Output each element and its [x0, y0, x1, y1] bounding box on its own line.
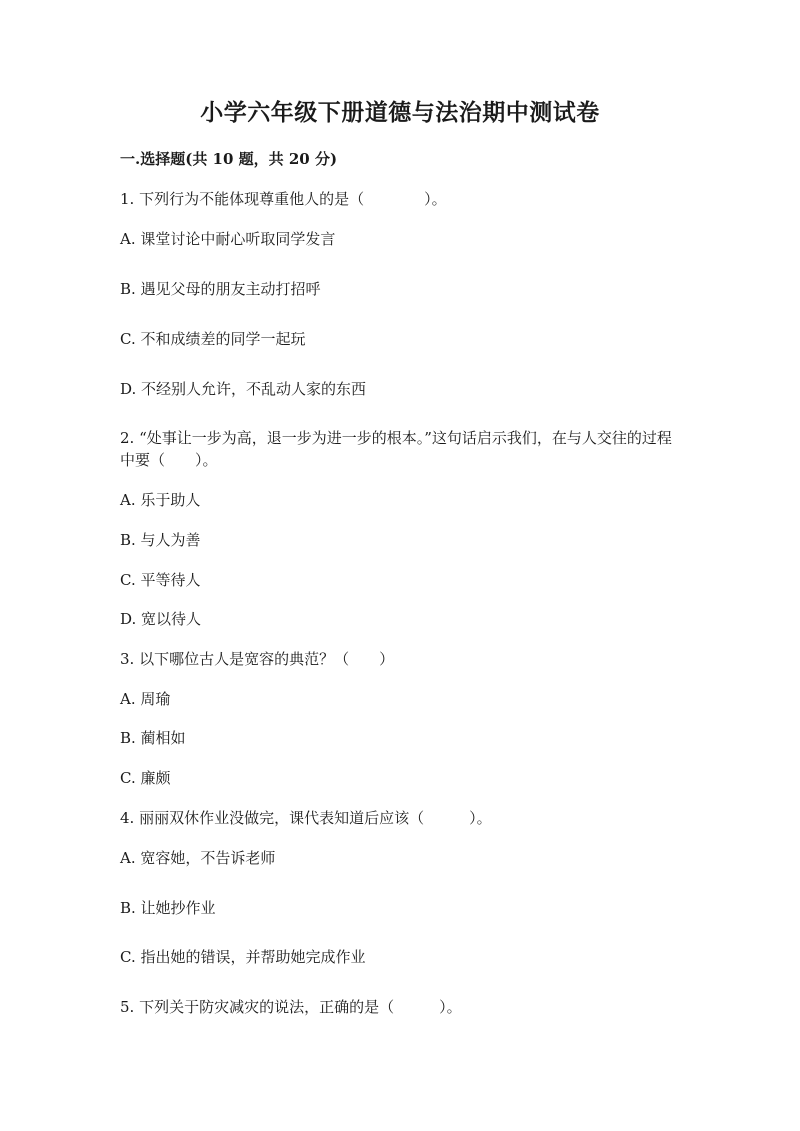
question-4-option-c: C. 指出她的错误，并帮助她完成作业 — [120, 948, 366, 966]
question-4-stem: 4. 丽丽双休作业没做完，课代表知道后应该（ ）。 — [120, 809, 492, 827]
question-2-stem: 2. “处事让一步为高，退一步为进一步的根本。”这句话启示我们，在与人交往的过程中要（ ）。 — [120, 429, 672, 469]
question-2-option-b: B. 与人为善 — [120, 531, 201, 549]
section-heading: 一.选择题(共 10 题，共 20 分) — [120, 150, 338, 168]
question-3-option-a: A. 周瑜 — [120, 690, 171, 708]
question-3-option-b: B. 蔺相如 — [120, 729, 186, 747]
question-1-option-b: B. 遇见父母的朋友主动打招呼 — [120, 280, 321, 298]
question-4-option-a: A. 宽容她，不告诉老师 — [120, 849, 276, 867]
question-1-option-a: A. 课堂讨论中耐心听取同学发言 — [120, 230, 336, 248]
question-5-stem: 5. 下列关于防灾减灾的说法，正确的是（ ）。 — [120, 998, 462, 1016]
question-1-option-d: D. 不经别人允许，不乱动人家的东西 — [120, 380, 367, 398]
question-2-option-a: A. 乐于助人 — [120, 491, 201, 509]
question-4-option-b: B. 让她抄作业 — [120, 899, 216, 917]
question-1-option-c: C. 不和成绩差的同学一起玩 — [120, 330, 306, 348]
page-title: 小学六年级下册道德与法治期中测试卷 — [200, 99, 600, 126]
question-3-stem: 3. 以下哪位古人是宽容的典范？（ ） — [120, 650, 395, 668]
question-3-option-c: C. 廉颇 — [120, 769, 171, 787]
question-1-stem: 1. 下列行为不能体现尊重他人的是（ ）。 — [120, 190, 447, 208]
question-2-option-d: D. 宽以待人 — [120, 610, 202, 628]
question-2-option-c: C. 平等待人 — [120, 571, 201, 589]
